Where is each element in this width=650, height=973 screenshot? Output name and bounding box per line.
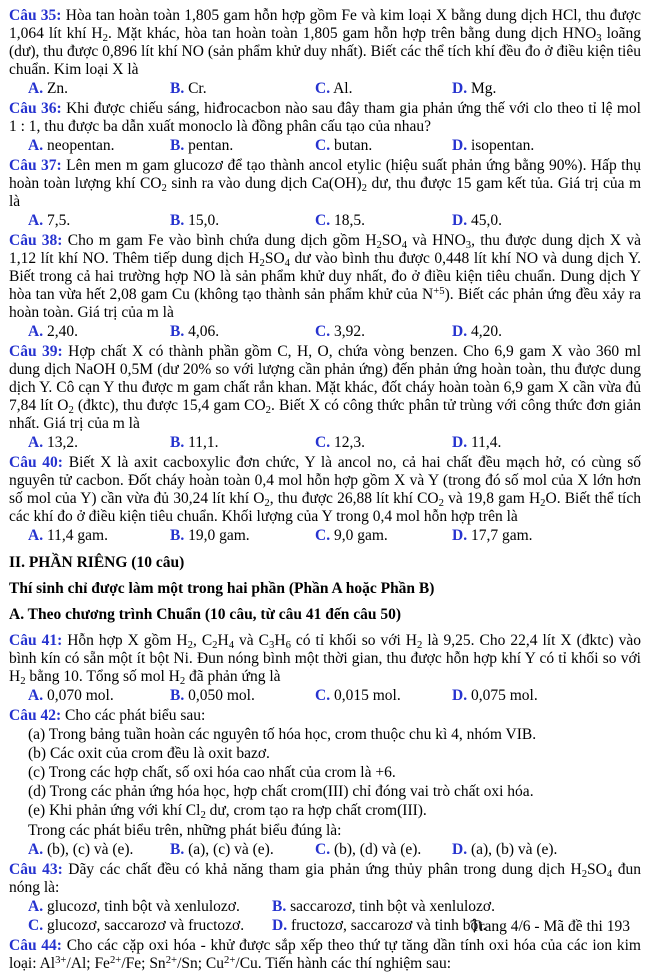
option-c: C. glucozơ, saccarozơ và fructozơ. <box>28 917 245 934</box>
option-key: B. <box>170 212 185 229</box>
option-key: D. <box>452 687 468 704</box>
option-b: B. 11,1. <box>170 434 219 451</box>
option-a: A. 2,40. <box>28 323 78 340</box>
question-42 <box>9 707 641 859</box>
option-key: C. <box>315 137 331 154</box>
options-row <box>9 80 641 98</box>
option-b: B. saccarozơ, tinh bột và xenlulozơ. <box>272 898 495 915</box>
question-text-39: Câu 39: Hợp chất X có thành phần gồm C, H, O, chứa vòng benzen. Cho 6,9 gam X vào 360 ml dung dịch NaOH 0,5M (dư 20% so với lượng cần phản ứng) đến phản ứng hoàn toàn, thu được dung dịch Y. Cô cạn Y thu được m gam chất rắn khan. Mặt khác, đốt cháy hoàn toàn 6,9 gam X cần vừa đủ 7,84 lít $O_2$ (đktc), thu được 15,4 gam $CO_2$. Biết X có công thức phân tử trùng với công thức đơn giản nhất. Giá trị của m là <box>9 343 642 432</box>
options-row <box>9 323 641 341</box>
option-key: D. <box>452 434 468 451</box>
option-a: A. Zn. <box>28 80 69 97</box>
question-text-38: Câu 38: Cho m gam Fe vào bình chứa dung dịch gồm $H_2SO_4$ và $HNO_3$, thu được dung dịch X và 1,12 lít khí NO. Thêm tiếp dung dịch $H_2SO_4$ dư vào bình thu được 0,448 lít khí NO và dung dịch Y. Biết trong cả hai trường hợp NO là sản phẩm khử duy nhất, đo ở điều kiện tiêu chuẩn. Dung dịch Y hòa tan vừa hết 2,08 gam Cu (không tạo thành sản phẩm khử của $N^{+5}$). Biết các phản ứng đều xảy ra hoàn toàn. Giá trị của m là <box>9 232 642 321</box>
option-d: D. Mg. <box>452 80 497 97</box>
option-c: C. 0,015 mol. <box>315 687 401 704</box>
question-text-41: Câu 41: Hỗn hợp X gồm $H_2$, $C_2H_4$ và $C_3H_6$ có tỉ khối so với $H_2$ là 9,25. Cho 22,4 lít X (đktc) vào bình kín có sẵn một ít bột Ni. Đun nóng bình một thời gian, thu được hỗn hợp khí Y có tỉ khối so với $H_2$ bằng 10. Tổng số mol $H_2$ đã phản ứng là <box>9 632 642 687</box>
option-key: D. <box>452 137 468 154</box>
question-label: Câu 38: <box>9 232 63 249</box>
option-key: A. <box>28 687 44 704</box>
question-closing: Trong các phát biểu trên, những phát biểu đúng là: <box>28 822 342 839</box>
option-key: C. <box>315 212 331 229</box>
option-key: B. <box>170 137 185 154</box>
option-key: D. <box>272 917 288 934</box>
question-label: Câu 35: <box>9 7 62 24</box>
option-key: D. <box>452 527 468 544</box>
question-text-42: Câu 42: Cho các phát biểu sau: <box>9 707 206 724</box>
option-key: B. <box>170 841 185 858</box>
option-key: C. <box>28 917 44 934</box>
option-b: B. 0,050 mol. <box>170 687 255 704</box>
option-d: D. 17,7 gam. <box>452 527 533 544</box>
option-b: B. (a), (c) và (e). <box>170 841 274 858</box>
exam-content <box>9 7 641 973</box>
option-key: D. <box>452 323 468 340</box>
option-key: A. <box>28 137 44 154</box>
option-d: D. 0,075 mol. <box>452 687 538 704</box>
option-c: C. butan. <box>315 137 373 154</box>
option-b: B. 4,06. <box>170 323 220 340</box>
option-b: B. pentan. <box>170 137 234 154</box>
question-text-36: Câu 36: Khi được chiếu sáng, hiđrocacbon nào sau đây tham gia phản ứng thế với clo theo tỉ lệ mol 1 : 1, thu được ba dẫn xuất monoclo là đồng phân cấu tạo của nhau? <box>9 100 641 135</box>
options-row <box>9 434 641 452</box>
option-key: D. <box>452 212 468 229</box>
option-d: D. 45,0. <box>452 212 502 229</box>
option-key: A. <box>28 212 44 229</box>
option-a: A. 0,070 mol. <box>28 687 114 704</box>
option-d: D. fructozơ, saccarozơ và tinh bột. <box>272 917 487 934</box>
option-key: A. <box>28 323 44 340</box>
option-d: D. isopentan. <box>452 137 535 154</box>
option-a: A. glucozơ, tinh bột và xenlulozơ. <box>28 898 240 915</box>
option-key: A. <box>28 80 44 97</box>
question-text-40: Câu 40: Biết X là axit cacboxylic đơn chức, Y là ancol no, cả hai chất đều mạch hở, có cùng số nguyên tử cacbon. Đốt cháy hoàn toàn 0,4 mol hỗn hợp gồm X và Y (trong đó số mol của X lớn hơn số mol của Y) cần vừa đủ 30,24 lít khí $O_2$, thu được 26,88 lít khí $CO_2$ và 19,8 gam $H_2O$. Biết thể tích các khí đo ở điều kiện tiêu chuẩn. Khối lượng của Y trong 0,4 mol hỗn hợp trên là <box>9 454 641 525</box>
option-b: B. Cr. <box>170 80 207 97</box>
question-44 <box>9 937 641 973</box>
question-41 <box>9 632 641 705</box>
section-heading: II. PHẦN RIÊNG (10 câu) <box>9 554 185 571</box>
question-39 <box>9 343 641 452</box>
footer-text: Trang 4/6 - Mã đề thi 193 <box>470 918 630 935</box>
option-key: B. <box>170 323 185 340</box>
option-key: C. <box>315 527 331 544</box>
section-heading: Thí sinh chỉ được làm một trong hai phần (Phần A hoặc Phần B) <box>9 580 435 597</box>
question-text-43: Câu 43: Dãy các chất đều có khả năng tham gia phản ứng thủy phân trong dung dịch $H_2SO_4$ đun nóng là: <box>9 861 641 896</box>
option-c: C. 9,0 gam. <box>315 527 388 544</box>
option-key: C. <box>315 841 331 858</box>
options-row <box>9 527 641 545</box>
question-text-44: Câu 44: Cho các cặp oxi hóa - khử được sắp xếp theo thứ tự tăng dần tính oxi hóa của các ion kim loại: $Al^{3+}/Al$; $Fe^{2+}/Fe$; $Sn^{2+}/Sn$; $Cu^{2+}/Cu$. Tiến hành các thí nghiệm sau: <box>9 937 641 972</box>
statement-a: (a) Trong bảng tuần hoàn các nguyên tố hóa học, crom thuộc chu kì 4, nhóm VIB. <box>28 726 537 743</box>
option-key: C. <box>315 80 331 97</box>
option-key: B. <box>170 80 185 97</box>
option-key: D. <box>452 841 468 858</box>
option-key: C. <box>315 687 331 704</box>
option-b: B. 19,0 gam. <box>170 527 250 544</box>
option-key: B. <box>272 898 287 915</box>
option-c: C. Al. <box>315 80 353 97</box>
option-c: C. (b), (d) và (e). <box>315 841 422 858</box>
option-key: A. <box>28 841 44 858</box>
option-a: A. 13,2. <box>28 434 78 451</box>
option-a: A. neopentan. <box>28 137 115 154</box>
option-key: A. <box>28 898 44 915</box>
question-35 <box>9 7 641 98</box>
question-38 <box>9 232 641 341</box>
option-key: A. <box>28 527 44 544</box>
question-37 <box>9 157 641 230</box>
question-text-35: Câu 35: Hòa tan hoàn toàn 1,805 gam hỗn hợp gồm Fe và kim loại X bằng dung dịch HCl, thu được 1,064 lít khí $H_2$. Mặt khác, hòa tan hoàn toàn 1,805 gam hỗn hợp trên bằng dung dịch $HNO_3$ loãng (dư), thu được 0,896 lít khí NO (sản phẩm khử duy nhất). Biết các thể tích khí đều đo ở điều kiện tiêu chuẩn. Kim loại X là <box>9 7 642 78</box>
option-key: D. <box>452 80 468 97</box>
question-text-37: Câu 37: Lên men m gam glucozơ để tạo thành ancol etylic (hiệu suất phản ứng bằng 90%). Hấp thụ hoàn toàn lượng khí $CO_2$ sinh ra vào dung dịch $Ca(OH)_2$ dư, thu được 15 gam kết tủa. Giá trị của m là <box>9 157 642 210</box>
question-label: Câu 37: <box>9 157 62 174</box>
option-key: B. <box>170 434 185 451</box>
statement-c: (c) Trong các hợp chất, số oxi hóa cao nhất của crom là +6. <box>28 764 396 781</box>
option-key: C. <box>315 323 331 340</box>
options-row <box>9 898 641 916</box>
question-label: Câu 42: <box>9 707 62 724</box>
question-label: Câu 44: <box>9 937 62 954</box>
page-footer <box>470 918 630 936</box>
option-key: A. <box>28 434 44 451</box>
option-key: B. <box>170 687 185 704</box>
options-row <box>9 137 641 155</box>
question-40 <box>9 454 641 545</box>
question-label: Câu 41: <box>9 632 63 649</box>
question-label: Câu 36: <box>9 100 62 117</box>
statement-b: (b) Các oxit của crom đều là oxit bazơ. <box>28 745 270 762</box>
option-c: C. 18,5. <box>315 212 365 229</box>
statement-d: (d) Trong các phản ứng hóa học, hợp chất crom(III) chỉ đóng vai trò chất oxi hóa. <box>28 783 534 800</box>
option-b: B. 15,0. <box>170 212 220 229</box>
option-a: A. 11,4 gam. <box>28 527 108 544</box>
option-d: D. (a), (b) và (e). <box>452 841 558 858</box>
question-36 <box>9 100 641 155</box>
option-c: C. 3,92. <box>315 323 365 340</box>
options-row <box>9 687 641 705</box>
option-d: D. 4,20. <box>452 323 502 340</box>
question-label: Câu 43: <box>9 861 63 878</box>
option-a: A. (b), (c) và (e). <box>28 841 134 858</box>
option-key: B. <box>170 527 185 544</box>
statement-e: (e) Khi phản ứng với khí $Cl_2$ dư, crom tạo ra hợp chất crom(III). <box>28 802 427 821</box>
question-label: Câu 40: <box>9 454 63 471</box>
option-c: C. 12,3. <box>315 434 365 451</box>
option-a: A. 7,5. <box>28 212 71 229</box>
question-label: Câu 39: <box>9 343 63 360</box>
option-key: C. <box>315 434 331 451</box>
section-heading: A. Theo chương trình Chuẩn (10 câu, từ câu 41 đến câu 50) <box>9 606 402 623</box>
options-row <box>9 212 641 230</box>
option-d: D. 11,4. <box>452 434 502 451</box>
options-row <box>9 841 641 859</box>
